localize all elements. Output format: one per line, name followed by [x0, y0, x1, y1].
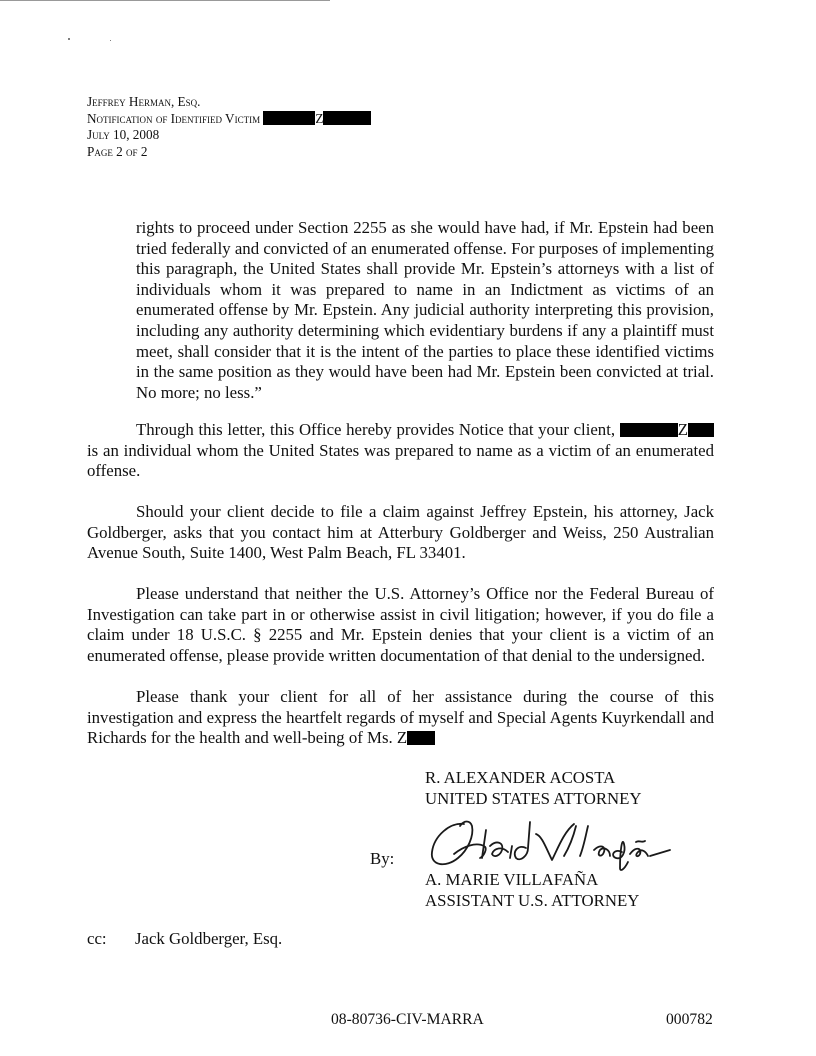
cc-label: cc: [87, 929, 107, 948]
header-date: July 10, 2008 [87, 127, 160, 142]
cc-recipient: Jack Goldberger, Esq. [135, 929, 283, 948]
signatory-name: R. ALEXANDER ACOSTA [425, 768, 616, 787]
header-subject: Notification of Identified Victim Z [87, 111, 371, 128]
signer-name: A. MARIE VILLAFAÑA [425, 870, 599, 889]
signatory-title: UNITED STATES ATTORNEY [425, 789, 642, 808]
signer-title: ASSISTANT U.S. ATTORNEY [425, 891, 640, 910]
scan-speck [68, 38, 70, 40]
redaction-block [407, 731, 435, 745]
bates-number: 000782 [666, 1011, 713, 1028]
contact-paragraph: Should your client decide to file a claim against Jeffrey Epstein, his attorney, Jack Goldberger, asks that you contact him at Atterbury Goldberger and Weiss, 250 Australian Avenue South, Suite 1400, West Palm Beach, FL 33401. [87, 502, 714, 563]
redaction-block [323, 111, 371, 125]
redaction-block [688, 423, 714, 437]
by-label: By: [370, 849, 395, 868]
cc-line [87, 929, 282, 949]
scan-speck [110, 40, 111, 41]
handwritten-signature [424, 812, 674, 874]
redaction-block [620, 423, 678, 437]
scan-top-edge [0, 0, 330, 1]
header-addressee: Jeffrey Herman, Esq. [87, 94, 201, 109]
case-number: 08-80736-CIV-MARRA [331, 1011, 484, 1028]
header-page-number: Page 2 of 2 [87, 143, 148, 159]
quoted-agreement-text: rights to proceed under Section 2255 as she would have had, if Mr. Epstein had been tried federally and convicted of an enumerated offense. For purposes of implementing this paragraph, the United States shall provide Mr. Epstein’s attorneys with a list of individuals whom it was prepared to name in an Indictment as victims of an enumerated offense by Mr. Epstein. Any judicial authority interpreting this provision, including any authority determining which evidentiary burdens if any a plaintiff must meet, shall consider that it is the intent of the parties to place these identified victims in the same position as they would have been had Mr. Epstein been convicted at trial. No more; no less.” [136, 218, 714, 402]
civil-litigation-paragraph: Please understand that neither the U.S. Attorney’s Office nor the Federal Bureau of Investigation can take part in or otherwise assist in civil litigation; however, if you do file a claim under 18 U.S.C. § 2255 and Mr. Epstein denies that your client is a victim of an enumerated offense, please provide written documentation of that denial to the undersigned. [87, 584, 714, 665]
thanks-paragraph: Please thank your client for all of her assistance during the course of this investigation and express the heartfelt regards of myself and Special Agents Kuyrkendall and Richards for the health and well-being of Ms. Z [87, 687, 714, 748]
letter-header [87, 94, 371, 160]
notice-paragraph: Through this letter, this Office hereby provides Notice that your client, Z is an individual whom the United States was prepared to name as a victim of an enumerated offense. [87, 420, 714, 481]
redaction-block [263, 111, 315, 125]
